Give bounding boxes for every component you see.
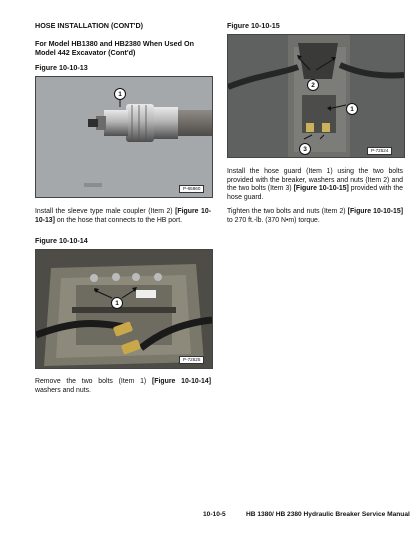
figure-10-10-15-photo [227, 34, 405, 158]
figure-10-10-15-photo-tag: P-72524 [367, 147, 392, 155]
figure-10-10-14-callout-1: 1 [111, 297, 123, 309]
figure-10-10-15-callout-1: 1 [346, 103, 358, 115]
paragraph-torque-bolts: Tighten the two bolts and nuts (Item 2) [Figure 10-10-15] to 270 ft.-lb. (370 N•m) torque. [227, 208, 403, 224]
figure-ref-10-10-14: [Figure 10-10-14] [151, 378, 211, 385]
figure-ref-10-10-15: [Figure 10-10-15] [293, 185, 349, 193]
paragraph-remove-bolts: Remove the two bolts (Item 1) [Figure 10-10-14] washers and nuts. [35, 378, 211, 394]
paragraph-install-hose-guard: Install the hose guard (Item 1) using the two bolts provided with the breaker, washers and nuts (Item 2) and the two bolts (Item 3) [Figure 10-10-15] provided with the hose guard. [227, 168, 403, 201]
footer-manual-title: HB 1380/ HB 2380 Hydraulic Breaker Service Manual [246, 511, 410, 518]
figure-10-10-14-caption: Figure 10-10-14 [35, 236, 88, 245]
figure-ref-10-10-13: [Figure 10-10-13] [35, 208, 211, 224]
section-title: HOSE INSTALLATION (CONT'D) [35, 21, 144, 30]
figure-10-10-13-caption: Figure 10-10-13 [35, 63, 88, 72]
figure-10-10-13-callout-1: 1 [114, 88, 126, 100]
figure-10-10-15-caption: Figure 10-10-15 [227, 21, 280, 30]
figure-ref-10-10-15-torque: [Figure 10-10-15] [347, 208, 403, 215]
figure-10-10-15-callout-2: 2 [307, 79, 319, 91]
section-subtitle: For Model HB1380 and HB2380 When Used On Model 442 Excavator (Cont'd) [35, 39, 194, 57]
paragraph-install-coupler: Install the sleeve type male coupler (Item 2) [Figure 10-10-13] on the hose that connects to the HB port. [35, 208, 211, 224]
figure-10-10-13-photo [35, 76, 213, 198]
footer-page-number: 10-10-5 [203, 511, 226, 518]
figure-10-10-13-photo-tag: P-65860 [179, 185, 204, 193]
figure-10-10-14-photo [35, 249, 213, 369]
figure-10-10-14-photo-tag: P-72525 [179, 356, 204, 364]
figure-10-10-15-callout-3: 3 [299, 143, 311, 155]
